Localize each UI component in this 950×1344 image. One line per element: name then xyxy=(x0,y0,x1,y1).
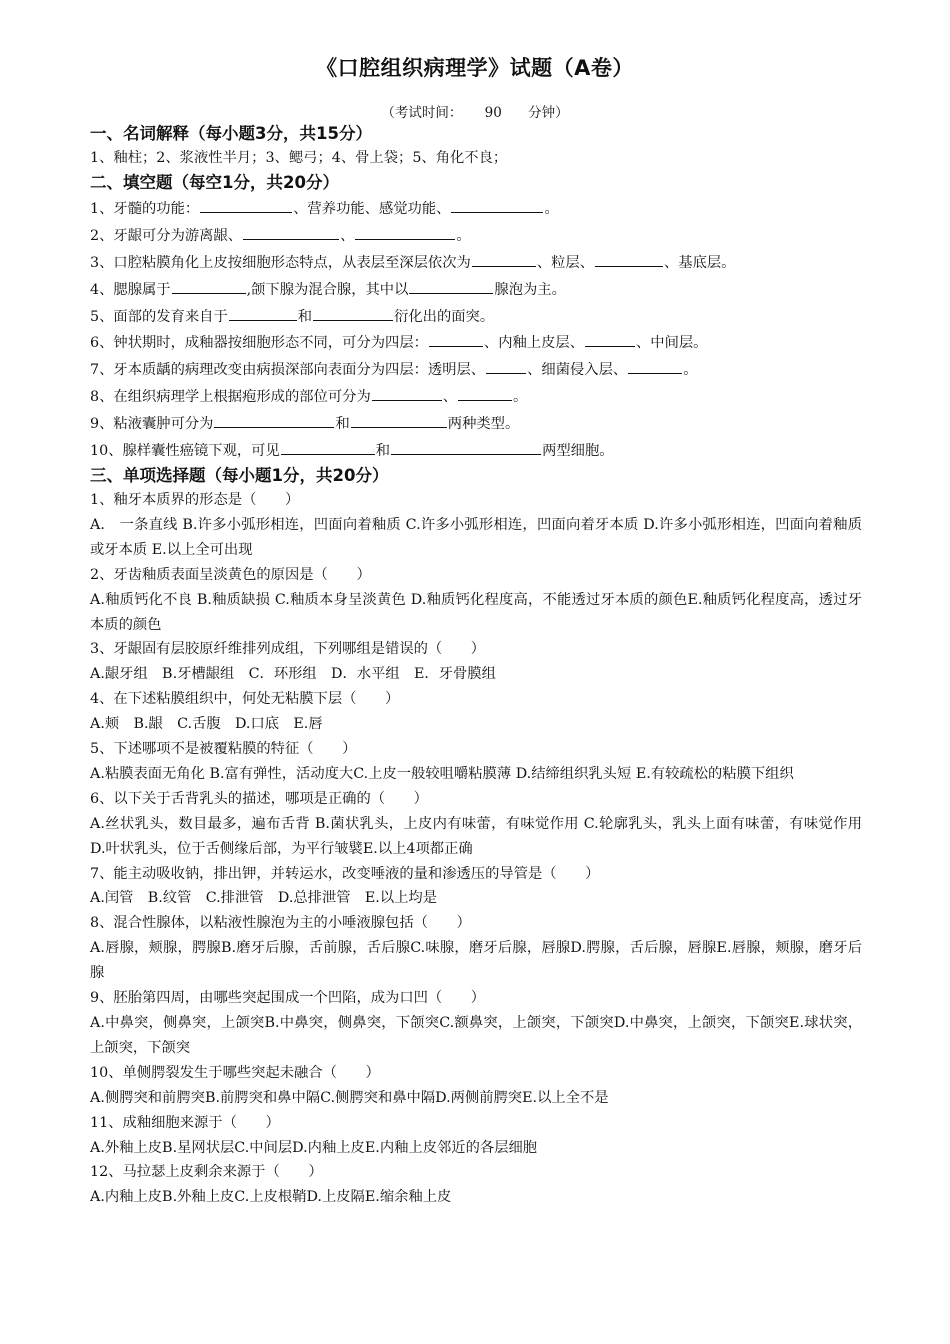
answer-blank[interactable] xyxy=(355,222,455,240)
answer-blank[interactable] xyxy=(229,303,297,321)
text-segment: 和 xyxy=(375,443,391,460)
choice-question-4: 4、在下述粘膜组织中，何处无粘膜下层（ ） xyxy=(90,691,400,708)
answer-blank[interactable] xyxy=(172,276,246,294)
choice-question-1: 1、釉牙本质界的形态是（ ） xyxy=(90,491,300,508)
fill-question-7 xyxy=(90,356,862,383)
text-segment: 3、口腔粘膜角化上皮按细胞形态特点，从表层至深层依次为 xyxy=(90,254,471,271)
section-heading-fill: 二、填空题（每空1分，共20分） xyxy=(90,172,339,192)
choice-options-2: A.釉质钙化不良 B.釉质缺损 C.釉质本身呈淡黄色 D.釉质钙化程度高，不能透过牙本质的颜色E.釉质钙化程度高，透过牙本质的颜色 xyxy=(90,591,862,633)
exam-time-minutes: 90 xyxy=(484,105,502,121)
choice-options-11: A.外釉上皮B.星网状层C.中间层D.内釉上皮E.内釉上皮邻近的各层细胞 xyxy=(90,1139,538,1156)
text-segment: 两型细胞。 xyxy=(542,443,614,460)
text-segment: 。 xyxy=(456,227,471,244)
exam-time-suffix: 分钟） xyxy=(528,105,569,121)
answer-blank[interactable] xyxy=(486,356,526,374)
section-heading-choice: 三、单项选择题（每小题1分，共20分） xyxy=(90,465,389,485)
choice-question-5: 5、下述哪项不是被覆粘膜的特征（ ） xyxy=(90,741,357,758)
text-segment: 、基底层。 xyxy=(664,254,736,271)
text-segment: 腺泡为主。 xyxy=(494,281,566,298)
choice-question-8: 8、混合性腺体，以粘液性腺泡为主的小唾液腺包括（ ） xyxy=(90,915,471,932)
exam-time-prefix: （考试时间： xyxy=(381,105,463,121)
text-segment: 衍化出的面突。 xyxy=(394,308,495,325)
text-segment: 和 xyxy=(335,416,350,433)
fill-question-1 xyxy=(90,195,862,222)
answer-blank[interactable] xyxy=(391,437,541,455)
choice-question-3: 3、牙龈固有层胶原纤维排列成组，下列哪组是错误的（ ） xyxy=(90,641,486,658)
fill-question-8 xyxy=(90,383,862,410)
page-title: 《口腔组织病理学》试题（A卷） xyxy=(316,56,634,80)
text-segment: 10、腺样囊性癌镜下观，可见 xyxy=(90,443,280,460)
fill-question-5 xyxy=(90,303,862,330)
choice-question-12: 12、马拉瑟上皮剩余来源于（ ） xyxy=(90,1164,323,1181)
answer-blank[interactable] xyxy=(313,303,393,321)
text-segment: 1、牙髓的功能： xyxy=(90,200,200,217)
section-heading-terms: 一、名词解释（每小题3分，共15分） xyxy=(90,124,372,143)
choice-options-1: A. 一条直线 B.许多小弧形相连，凹面向着釉质 C.许多小弧形相连，凹面向着牙本质 D.许多小弧形相连，凹面向着釉质或牙本质 E.以上全可出现 xyxy=(90,516,862,558)
choice-options-5: A.粘膜表面无角化 B.富有弹性，活动度大C.上皮一般较咀嚼粘膜薄 D.结缔组织乳头短 E.有较疏松的粘膜下组织 xyxy=(90,765,794,782)
text-segment: 。 xyxy=(544,200,559,217)
terms-list: 1、釉柱；2、浆液性半月；3、鳃弓；4、骨上袋；5、角化不良； xyxy=(90,150,508,166)
answer-blank[interactable] xyxy=(472,249,536,267)
text-segment: 7、牙本质龋的病理改变由病损深部向表面分为四层：透明层、 xyxy=(90,362,486,379)
text-segment: 8、在组织病理学上根据疱形成的部位可分为 xyxy=(90,389,371,406)
choice-question-6: 6、以下关于舌背乳头的描述，哪项是正确的（ ） xyxy=(90,790,428,807)
choice-options-8: A.唇腺，颊腺，腭腺B.磨牙后腺，舌前腺，舌后腺C.味腺，磨牙后腺，唇腺D.腭腺，舌后腺，唇腺E.唇腺，颊腺，磨牙后腺 xyxy=(90,940,862,982)
text-segment: 两种类型。 xyxy=(447,416,520,433)
text-segment: 、营养功能、感觉功能、 xyxy=(293,200,451,217)
choice-question-2: 2、牙齿釉质表面呈淡黄色的原因是（ ） xyxy=(90,566,371,583)
choice-options-4: A.颊 B.龈 C.舌腹 D.口底 E.唇 xyxy=(90,716,323,733)
exam-time xyxy=(0,101,950,121)
choice-question-7: 7、能主动吸收钠，排出钾，并转运水，改变唾液的量和渗透压的导管是（ ） xyxy=(90,865,600,882)
answer-blank[interactable] xyxy=(451,195,543,213)
text-segment: ,颌下腺为混合腺，其中以 xyxy=(246,281,409,298)
fill-question-6 xyxy=(90,329,862,356)
answer-blank[interactable] xyxy=(214,410,334,428)
choice-options-10: A.侧腭突和前腭突B.前腭突和鼻中隔C.侧腭突和鼻中隔D.两侧前腭突E.以上全不是 xyxy=(90,1089,609,1106)
fill-question-10 xyxy=(90,437,862,464)
choice-question-10: 10、单侧腭裂发生于哪些突起未融合（ ） xyxy=(90,1064,380,1081)
exam-content xyxy=(90,122,862,1210)
text-segment: 和 xyxy=(297,308,313,325)
answer-blank[interactable] xyxy=(351,410,447,428)
fill-question-4 xyxy=(90,276,862,303)
text-segment: 、中间层。 xyxy=(636,335,708,352)
text-segment: 、 xyxy=(442,389,458,406)
text-segment: 、 xyxy=(340,227,355,244)
answer-blank[interactable] xyxy=(409,276,493,294)
text-segment: 、粒层、 xyxy=(536,254,594,271)
text-segment: 9、粘液囊肿可分为 xyxy=(90,416,214,433)
choice-options-3: A.龈牙组 B.牙槽龈组 C．环形组 D．水平组 E．牙骨膜组 xyxy=(90,666,496,683)
answer-blank[interactable] xyxy=(429,329,483,347)
text-segment: 2、牙龈可分为游离龈、 xyxy=(90,227,243,244)
text-segment: 、细菌侵入层、 xyxy=(527,362,628,379)
text-segment: 5、面部的发育来自于 xyxy=(90,308,228,325)
fill-question-9 xyxy=(90,410,862,437)
choice-question-9: 9、胚胎第四周，由哪些突起围成一个凹陷，成为口凹（ ） xyxy=(90,990,486,1007)
choice-options-6: A.丝状乳头，数目最多，遍布舌背 B.菌状乳头，上皮内有味蕾，有味觉作用 C.轮廓乳头，乳头上面有味蕾，有味觉作用 D.叶状乳头，位于舌侧缘后部，为平行皱襞E.以上4项都正确 xyxy=(90,815,862,857)
text-segment: 6、钟状期时，成釉器按细胞形态不同，可分为四层： xyxy=(90,335,428,352)
choice-options-9: A.中鼻突，侧鼻突，上颌突B.中鼻突，侧鼻突，下颌突C.额鼻突，上颌突，下颌突D.中鼻突，上颌突，下颌突E.球状突，上颌突，下颌突 xyxy=(90,1015,862,1056)
answer-blank[interactable] xyxy=(595,249,663,267)
answer-blank[interactable] xyxy=(372,383,442,401)
choice-options-7: A.闰管 B.纹管 C.排泄管 D.总排泄管 E.以上均是 xyxy=(90,890,438,907)
answer-blank[interactable] xyxy=(458,383,512,401)
text-segment: 、内釉上皮层、 xyxy=(483,335,584,352)
text-segment: 4、腮腺属于 xyxy=(90,281,171,298)
answer-blank[interactable] xyxy=(281,437,375,455)
text-segment: 。 xyxy=(513,389,528,406)
choice-options-12: A.内釉上皮B.外釉上皮C.上皮根鞘D.上皮隔E.缩余釉上皮 xyxy=(90,1189,452,1206)
answer-blank[interactable] xyxy=(628,356,682,374)
fill-question-3 xyxy=(90,249,862,276)
fill-question-2 xyxy=(90,222,862,249)
text-segment: 。 xyxy=(683,362,698,379)
answer-blank[interactable] xyxy=(243,222,339,240)
answer-blank[interactable] xyxy=(585,329,635,347)
choice-question-11: 11、成釉细胞来源于（ ） xyxy=(90,1114,280,1131)
answer-blank[interactable] xyxy=(200,195,292,213)
